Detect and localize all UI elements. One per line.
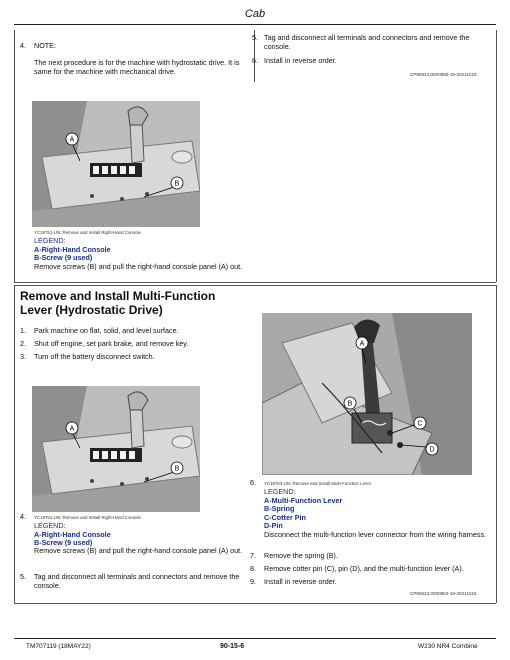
figure-instruction: Remove screws (B) and pull the right-hand console panel (A) out. [34,262,243,271]
multi-function-lever-photo [262,313,472,475]
step-text: Tag and disconnect all terminals and connectors and remove the console. [264,33,470,51]
step-number: 4. [20,41,26,50]
step-number: 1. [20,326,26,335]
figure-instruction: Remove screws (B) and pull the right-hand console panel (A) out. [34,546,243,555]
figure-caption: YC19751-UN: Remove and Install Right-Hand Console [34,515,141,520]
legend-item: A-Multi-Function Lever [264,495,343,505]
note-body: The next procedure is for the machine with hydrostatic drive. It is same for the machine with mechanical drive. [34,58,240,76]
callout-d: D [429,446,435,454]
section-block [14,285,496,603]
figure-instruction: Disconnect the multi-function lever connector from the wiring harness. [264,530,487,539]
step-number: 5. [20,572,26,581]
legend-item: B-Screw (9 used) [34,253,93,262]
legend-item: A-Right-Hand Console [34,529,111,539]
callout-c: C [417,420,423,428]
step-number: 7. [250,551,256,560]
step-number: 9. [250,577,256,586]
console-illustration [32,101,200,227]
legend-item: C-Cotter Pin [264,512,306,522]
step-text: Remove the spring (B). [264,551,338,560]
step-text: NOTE: [34,41,56,50]
legend-title: LEGEND: [264,487,296,496]
top-left-border [14,30,15,282]
page-header-title: Cab [244,8,266,20]
step-text: Install in reverse order. [264,56,337,65]
step-number: 6. [250,478,256,487]
step-text: Turn off the battery disconnect switch. [34,352,155,361]
footer-divider [14,638,496,639]
callout-a: A [69,425,75,433]
section-right-border [496,285,497,603]
step-number: 2. [20,339,26,348]
step-number: 3. [20,352,26,361]
callout-b: B [174,465,180,473]
reference-code: CP90634,0000952-19-20211015 [410,591,477,596]
legend-title: LEGEND: [34,521,66,530]
step-number: 8. [250,564,256,573]
step-text: Park machine on flat, solid, and level surface. [34,326,179,335]
footer-page-number: 90-15-6 [220,643,245,650]
legend-item: A-Right-Hand Console [34,244,111,254]
right-hand-console-photo [32,386,200,512]
section-bottom-border [14,603,496,604]
legend-item: B-Spring [264,504,295,513]
step-text: Install in reverse order. [264,577,337,586]
footer-doc-id: TM707119 (18MAY22) [26,643,91,650]
figure-legend [34,522,111,548]
figure-caption: YC19763-UN: Remove and Install Multi-Function Lever [264,481,372,486]
legend-item: B-Screw (9 used) [34,538,93,547]
section-title: Remove and Install Multi-Function Lever (Hydrostatic Drive) [20,289,216,317]
step-text: Shut off engine, set park brake, and remove key. [34,339,189,348]
figure-legend [34,237,111,263]
legend-title: LEGEND: [34,236,66,245]
header-divider [14,24,496,25]
callout-b: B [347,400,353,408]
top-right-border [496,30,497,282]
section-left-border [14,285,15,603]
callout-b: B [174,180,180,188]
reference-code: CP90634,0000950-19-20211015 [410,72,477,77]
step-text: Remove cotter pin (C), pin (D), and the multi-function lever (A). [264,564,464,573]
step-number: 4. [20,512,26,521]
top-bottom-border [14,282,496,283]
lever-illustration [262,313,472,475]
console-illustration [32,386,200,512]
footer-product: W230 NR4 Combine [418,643,478,650]
step-number: 6. [252,56,258,65]
figure-caption: YC19751-UN: Remove and Install Right-Hand Console [34,230,141,235]
callout-a: A [69,136,75,144]
section-top-border [14,285,496,286]
step-text: Tag and disconnect all terminals and connectors and remove the console. [34,572,240,590]
top-block [14,30,496,282]
legend-item: D-Pin [264,521,283,530]
right-hand-console-photo [32,101,200,227]
callout-a: A [359,340,365,348]
figure-legend [264,488,342,531]
step-number: 5. [252,33,258,42]
